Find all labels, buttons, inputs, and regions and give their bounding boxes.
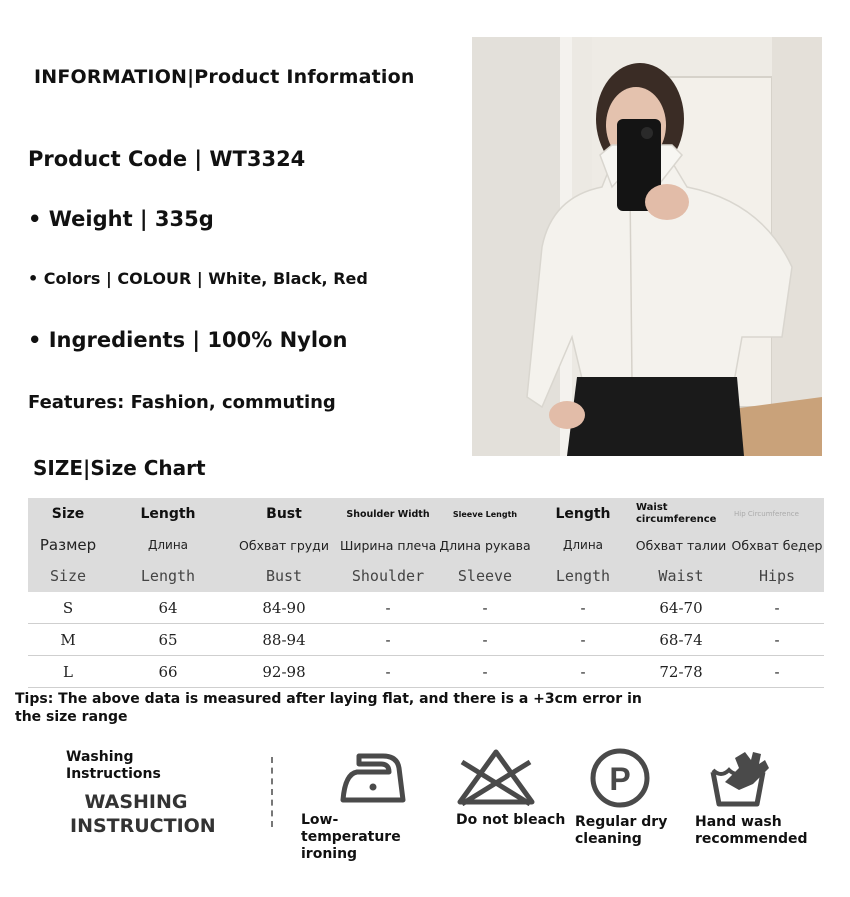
- table-cell: -: [534, 624, 632, 656]
- care-item-dry-clean: [575, 748, 705, 848]
- hand-wash-icon: [695, 748, 825, 808]
- table-cell: 65: [108, 624, 228, 656]
- header-cell: Sleeve Length: [436, 498, 534, 530]
- care-item-bleach: [456, 748, 586, 829]
- section-title-information: INFORMATION|Product Information: [34, 66, 415, 88]
- header-cell: Shoulder: [340, 560, 436, 592]
- care-label: Low-temperature ironing: [301, 812, 401, 862]
- table-cell: L: [28, 656, 108, 688]
- table-cell: 66: [108, 656, 228, 688]
- table-cell: 92-98: [228, 656, 340, 688]
- svg-text:P: P: [609, 761, 631, 797]
- header-cell: Shoulder Width: [340, 498, 436, 530]
- table-row: [28, 592, 824, 624]
- header-cell: Length: [534, 560, 632, 592]
- header-cell: Hip Circumference: [730, 498, 824, 530]
- table-header-row-short: [28, 560, 824, 592]
- table-cell: -: [340, 624, 436, 656]
- header-cell: Length: [108, 560, 228, 592]
- header-cell: Обхват талии: [632, 530, 730, 560]
- washing-instruction-heading: WASHING INSTRUCTION: [70, 791, 216, 837]
- table-cell: -: [534, 592, 632, 624]
- product-code: Product Code | WT3324: [28, 147, 306, 171]
- table-cell: -: [730, 656, 824, 688]
- table-cell: 72-78: [632, 656, 730, 688]
- header-cell: Длина рукава: [436, 530, 534, 560]
- table-cell: -: [340, 656, 436, 688]
- table-cell: -: [436, 624, 534, 656]
- header-cell: Waist circumference: [632, 498, 730, 530]
- header-cell: Size: [28, 498, 108, 530]
- table-header-row-ru: [28, 530, 824, 560]
- table-cell: -: [340, 592, 436, 624]
- product-ingredients: • Ingredients | 100% Nylon: [28, 328, 348, 352]
- header-cell: Length: [534, 498, 632, 530]
- table-cell: S: [28, 592, 108, 624]
- header-cell: Bust: [228, 560, 340, 592]
- no-bleach-icon: [456, 748, 586, 806]
- header-cell: Hips: [730, 560, 824, 592]
- product-features: Features: Fashion, commuting: [28, 392, 336, 413]
- header-cell: Bust: [228, 498, 340, 530]
- header-cell: Обхват груди: [228, 530, 340, 560]
- header-cell: Длина: [108, 530, 228, 560]
- section-title-size-chart: SIZE|Size Chart: [33, 456, 206, 480]
- care-label: Hand wash recommended: [695, 814, 808, 847]
- product-weight: • Weight | 335g: [28, 207, 214, 231]
- washing-instructions-label: Washing Instructions: [66, 749, 161, 782]
- header-cell: Waist: [632, 560, 730, 592]
- table-row: [28, 624, 824, 656]
- table-cell: -: [730, 592, 824, 624]
- header-cell: Sleeve: [436, 560, 534, 592]
- table-cell: -: [730, 624, 824, 656]
- table-cell: 68-74: [632, 624, 730, 656]
- product-colors: • Colors | COLOUR | White, Black, Red: [28, 269, 368, 288]
- care-item-ironing: [301, 748, 431, 863]
- table-cell: 88-94: [228, 624, 340, 656]
- divider: [271, 757, 273, 827]
- table-cell: 64-70: [632, 592, 730, 624]
- header-cell: Длина: [534, 530, 632, 560]
- table-cell: M: [28, 624, 108, 656]
- table-cell: 84-90: [228, 592, 340, 624]
- care-label: Do not bleach: [456, 812, 566, 828]
- header-cell: Обхват бедер: [730, 530, 824, 560]
- table-row: [28, 656, 824, 688]
- header-cell: Размер: [28, 530, 108, 560]
- header-cell: Size: [28, 560, 108, 592]
- tips-note: Tips: The above data is measured after laying flat, and there is a +3cm error in the size range: [15, 691, 642, 725]
- header-cell: Length: [108, 498, 228, 530]
- table-cell: -: [436, 656, 534, 688]
- table-cell: -: [436, 592, 534, 624]
- iron-icon: [301, 748, 431, 806]
- dry-clean-icon: [575, 748, 705, 808]
- product-photo: [472, 37, 822, 456]
- table-header-row-en: [28, 498, 824, 530]
- table-cell: -: [534, 656, 632, 688]
- size-chart-table: [28, 498, 824, 688]
- table-cell: 64: [108, 592, 228, 624]
- care-item-hand-wash: [695, 748, 825, 848]
- care-label: Regular dry cleaning: [575, 814, 668, 847]
- header-cell: Ширина плеча: [340, 530, 436, 560]
